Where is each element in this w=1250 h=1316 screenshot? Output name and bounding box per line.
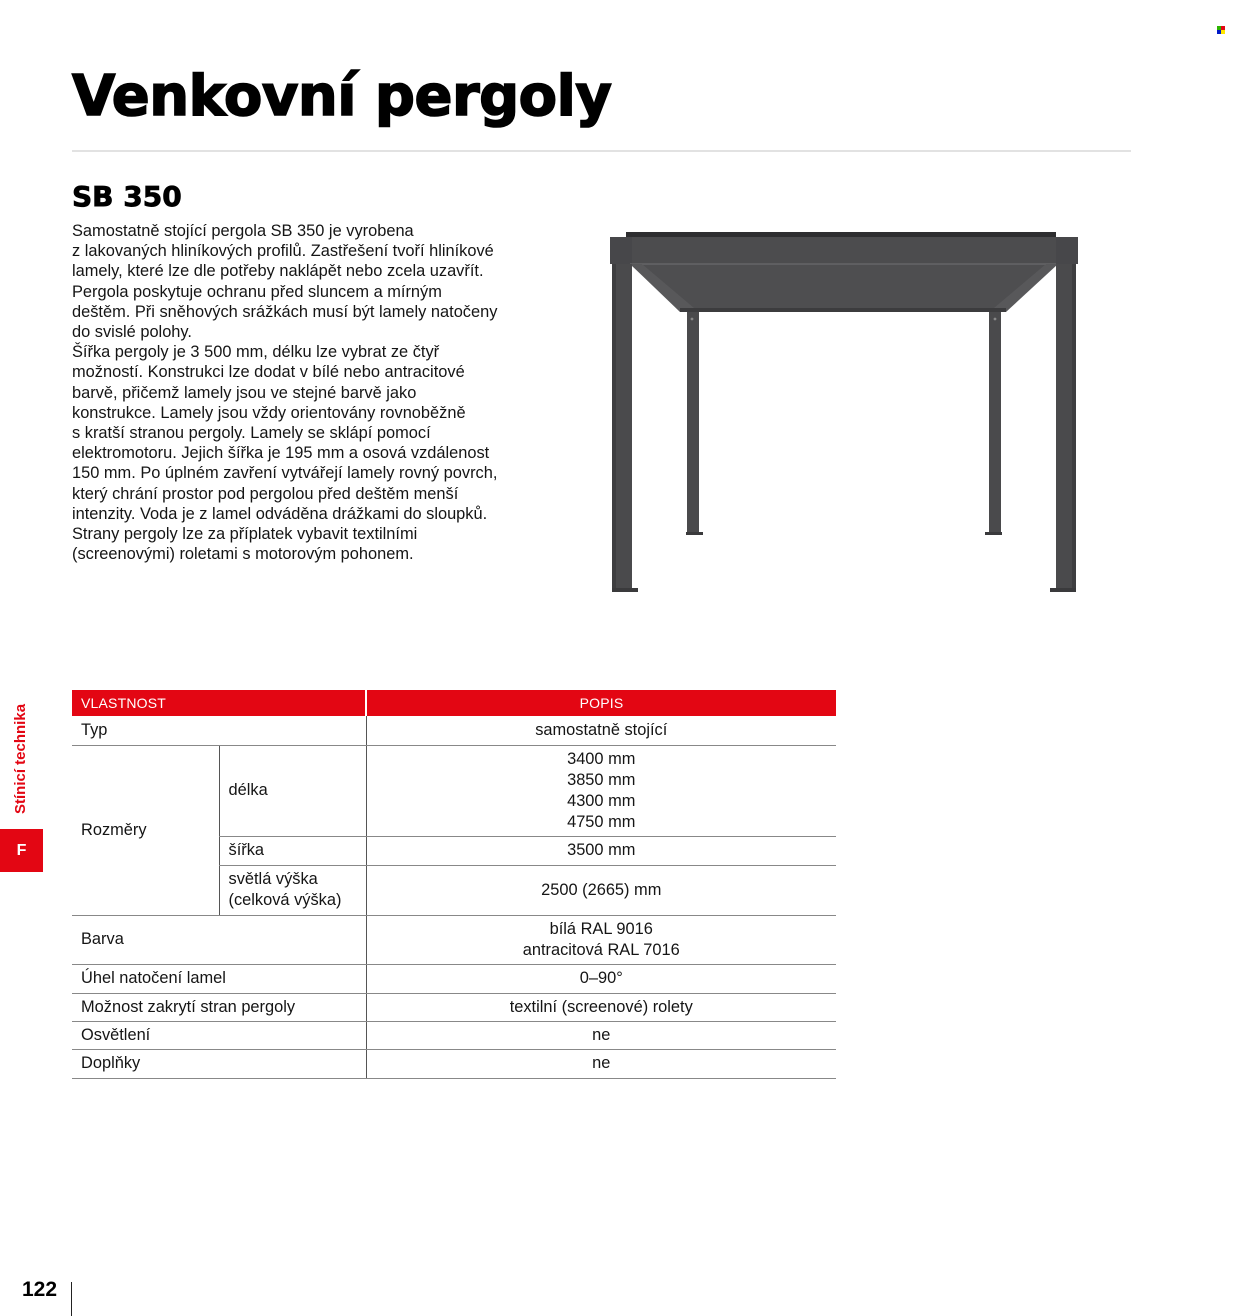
description-line: elektromotoru. Jejich šířka je 195 mm a osová vzdálenost xyxy=(72,444,490,463)
table-row xyxy=(72,993,836,1021)
product-description xyxy=(72,221,522,564)
row-label-zakryti: Možnost zakrytí stran pergoly xyxy=(72,993,366,1021)
description-line: možností. Konstrukci lze dodat v bílé nebo antracitové xyxy=(72,363,465,382)
table-row xyxy=(72,915,836,964)
description-line: barvě, přičemž lamely jsou ve stejné barvě jako xyxy=(72,383,417,402)
description-line: Pergola poskytuje ochranu před sluncem a mírným xyxy=(72,282,442,301)
row-label-typ: Typ xyxy=(72,716,366,745)
row-value-uhel: 0–90° xyxy=(366,964,836,993)
row-value-barva xyxy=(366,915,836,964)
section-letter-tab[interactable]: F xyxy=(0,829,43,872)
description-line: lamely, které lze dle potřeby naklápět nebo zcela uzavřít. xyxy=(72,262,484,281)
table-header-row xyxy=(72,690,836,716)
row-label-uhel: Úhel natočení lamel xyxy=(72,964,366,993)
description-line: 150 mm. Po úplném zavření vytvářejí lamely rovný povrch, xyxy=(72,464,498,483)
table-row xyxy=(72,1049,836,1078)
row-label-osvetleni: Osvětlení xyxy=(72,1021,366,1049)
table-row xyxy=(72,1021,836,1049)
page-number: 122 xyxy=(22,1278,58,1301)
section-label: Stínicí technika xyxy=(12,703,29,814)
description-line: deštěm. Při sněhových srážkách musí být lamely natočeny xyxy=(72,302,498,321)
row-label-sirka: šířka xyxy=(219,836,366,865)
delka-option: 4300 mm xyxy=(567,791,636,810)
description-line: Šířka pergoly je 3 500 mm, délku lze vybrat ze čtyř xyxy=(72,343,440,362)
delka-option: 3400 mm xyxy=(567,749,636,768)
row-label-doplnky: Doplňky xyxy=(72,1049,366,1078)
barva-option: bílá RAL 9016 xyxy=(549,919,653,938)
table-row xyxy=(72,716,836,745)
delka-option: 4750 mm xyxy=(567,812,636,831)
row-value-doplnky: ne xyxy=(366,1049,836,1078)
page-title: Venkovní pergoly xyxy=(72,64,612,129)
row-value-sirka: 3500 mm xyxy=(366,836,836,865)
title-divider xyxy=(72,150,1131,152)
vyska-label-line: světlá výška xyxy=(228,870,318,888)
barva-option: antracitová RAL 7016 xyxy=(522,940,680,959)
row-label-delka: délka xyxy=(219,745,366,836)
row-value-delka xyxy=(366,745,836,836)
description-line: konstrukce. Lamely jsou vždy orientovány rovnoběžně xyxy=(72,403,466,422)
description-line: do svislé polohy. xyxy=(72,323,192,342)
description-line: s kratší stranou pergoly. Lamely se sklápí pomocí xyxy=(72,424,431,443)
description-line: (screenovými) roletami s motorovým pohonem. xyxy=(72,545,414,564)
spec-table xyxy=(72,690,836,1079)
description-line: intenzity. Voda je z lamel odváděna drážkami do sloupků. xyxy=(72,504,488,523)
row-label-barva: Barva xyxy=(72,915,366,964)
product-name: SB 350 xyxy=(72,180,182,213)
pergola-product-image xyxy=(608,228,1080,596)
page-number-divider xyxy=(71,1282,72,1316)
table-row xyxy=(72,745,836,836)
header-description: POPIS xyxy=(366,690,836,716)
row-value-vyska: 2500 (2665) mm xyxy=(366,865,836,915)
delka-option: 3850 mm xyxy=(567,770,636,789)
row-label-rozmery: Rozměry xyxy=(72,745,219,915)
header-property: VLASTNOST xyxy=(72,690,366,716)
table-row xyxy=(72,964,836,993)
description-line: Samostatně stojící pergola SB 350 je vyrobena xyxy=(72,222,414,240)
description-line: který chrání prostor pod pergolou před deštěm menší xyxy=(72,484,459,503)
vyska-label-line: (celková výška) xyxy=(228,891,342,909)
description-line: z lakovaných hliníkových profilů. Zastřešení tvoří hliníkové xyxy=(72,242,494,261)
color-registration-mark xyxy=(1217,26,1225,34)
row-value-osvetleni: ne xyxy=(366,1021,836,1049)
row-value-typ: samostatně stojící xyxy=(366,716,836,745)
row-label-vyska xyxy=(219,865,366,915)
description-line: Strany pergoly lze za příplatek vybavit textilními xyxy=(72,525,418,544)
row-value-zakryti: textilní (screenové) rolety xyxy=(366,993,836,1021)
